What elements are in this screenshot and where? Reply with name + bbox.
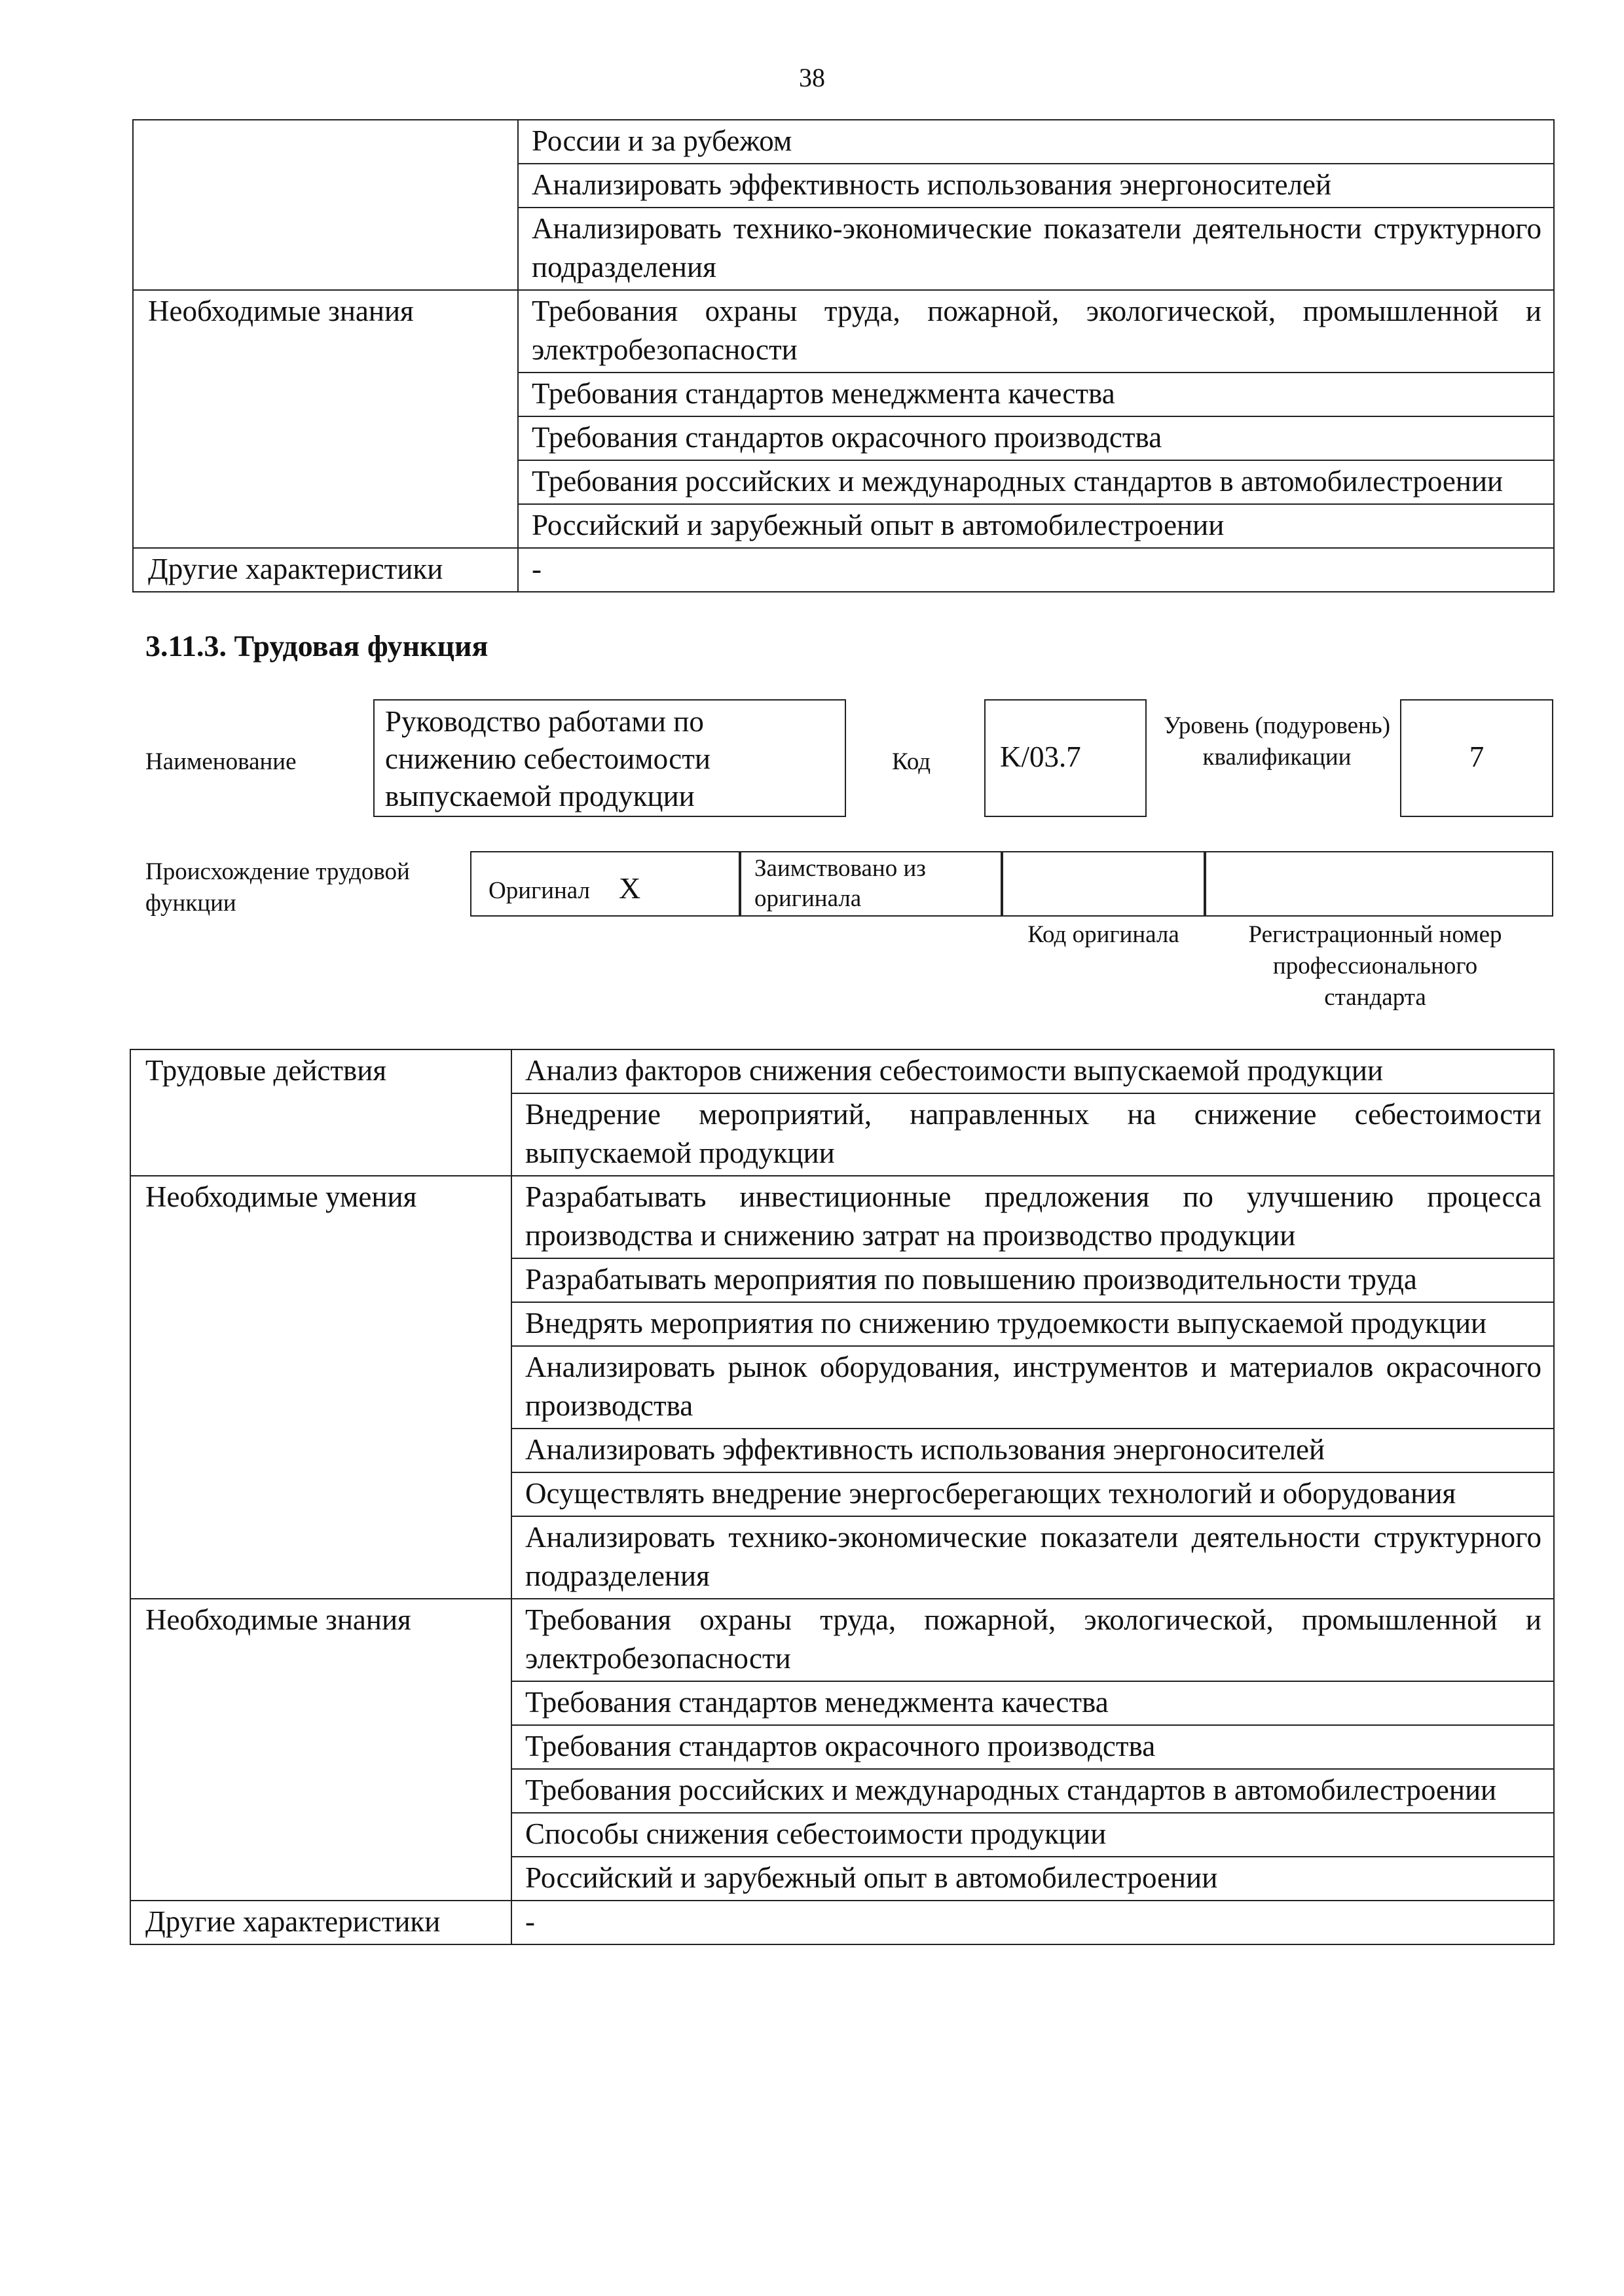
code-label: Код xyxy=(892,748,931,775)
code-original-caption: Код оригинала xyxy=(1027,921,1179,948)
table-row xyxy=(133,548,1554,592)
section-title: 3.11.3. Трудовая функция xyxy=(145,629,489,663)
list-item: Требования стандартов окрасочного производства xyxy=(518,416,1554,460)
list-item: Способы снижения себестоимости продукции xyxy=(511,1813,1554,1857)
list-item: Анализировать рынок оборудования, инструментов и материалов окрасочного производства xyxy=(511,1346,1554,1429)
level-label: Уровень (подуровень) квалификации xyxy=(1163,712,1391,771)
borrowed-label: Заимствовано из оригинала xyxy=(754,855,926,912)
table-row xyxy=(133,290,1554,373)
level-box xyxy=(1400,699,1553,817)
level-value: 7 xyxy=(1469,740,1485,773)
list-item: Анализировать технико-экономические показатели деятельности структурного подразделения xyxy=(518,208,1554,290)
page-number: 38 xyxy=(799,63,825,92)
table-row xyxy=(130,1599,1554,1681)
list-item: Анализировать эффективность использования энергоносителей xyxy=(518,164,1554,208)
origin-borrowed-box xyxy=(740,851,1002,917)
list-item: Российский и зарубежный опыт в автомобилестроении xyxy=(511,1857,1554,1901)
code-value: K/03.7 xyxy=(1000,740,1081,773)
list-item: Анализировать эффективность использования энергоносителей xyxy=(511,1429,1554,1472)
list-item: Разрабатывать инвестиционные предложения по улучшению процесса производства и снижению затрат на производство продукции xyxy=(511,1176,1554,1258)
row-label: Другие характеристики xyxy=(130,1901,511,1944)
row-label xyxy=(133,120,518,290)
row-label: Необходимые знания xyxy=(130,1599,511,1901)
name-label: Наименование xyxy=(145,748,297,775)
list-item: Требования охраны труда, пожарной, экологической, промышленной и электробезопасности xyxy=(518,290,1554,373)
list-item: Требования стандартов менеджмента качества xyxy=(518,373,1554,416)
row-label: Необходимые умения xyxy=(130,1176,511,1599)
list-item: Внедрять мероприятия по снижению трудоемкости выпускаемой продукции xyxy=(511,1302,1554,1346)
labor-function-table xyxy=(130,1049,1555,1945)
row-label: Трудовые действия xyxy=(130,1049,511,1176)
table-row xyxy=(130,1901,1554,1944)
original-code-cell xyxy=(1002,851,1205,917)
list-item: Внедрение мероприятий, направленных на снижение себестоимости выпускаемой продукции xyxy=(511,1093,1554,1176)
origin-original-box xyxy=(470,851,740,917)
function-name-value: Руководство работами по снижению себестоимости выпускаемой продукции xyxy=(385,705,710,812)
table-row xyxy=(130,1176,1554,1258)
function-name-box xyxy=(373,699,846,817)
list-item: России и за рубежом xyxy=(518,120,1554,164)
list-item: Осуществлять внедрение энергосберегающих технологий и оборудования xyxy=(511,1472,1554,1516)
table-row xyxy=(133,120,1554,164)
list-item: Требования охраны труда, пожарной, экологической, промышленной и электробезопасности xyxy=(511,1599,1554,1681)
list-item: Российский и зарубежный опыт в автомобилестроении xyxy=(518,504,1554,548)
list-item: Требования стандартов менеджмента качества xyxy=(511,1681,1554,1725)
row-label: Необходимые знания xyxy=(133,290,518,548)
original-mark: X xyxy=(619,871,641,905)
list-item: Требования российских и международных стандартов в автомобилестроении xyxy=(511,1769,1554,1813)
original-label: Оригинал xyxy=(489,877,591,904)
list-item: - xyxy=(518,548,1554,592)
reg-number-cell xyxy=(1205,851,1553,917)
list-item: Разрабатывать мероприятия по повышению производительности труда xyxy=(511,1258,1554,1302)
list-item: Требования российских и международных стандартов в автомобилестроении xyxy=(518,460,1554,504)
list-item: Анализ факторов снижения себестоимости выпускаемой продукции xyxy=(511,1049,1554,1093)
list-item: Анализировать технико-экономические показатели деятельности структурного подразделения xyxy=(511,1516,1554,1599)
list-item: - xyxy=(511,1901,1554,1944)
row-label: Другие характеристики xyxy=(133,548,518,592)
table-row xyxy=(130,1049,1554,1093)
top-requirements-table xyxy=(132,119,1555,592)
origin-label: Происхождение трудовой функции xyxy=(145,858,410,917)
reg-number-caption: Регистрационный номер профессионального стандарта xyxy=(1248,921,1502,1011)
code-box xyxy=(984,699,1147,817)
list-item: Требования стандартов окрасочного производства xyxy=(511,1725,1554,1769)
